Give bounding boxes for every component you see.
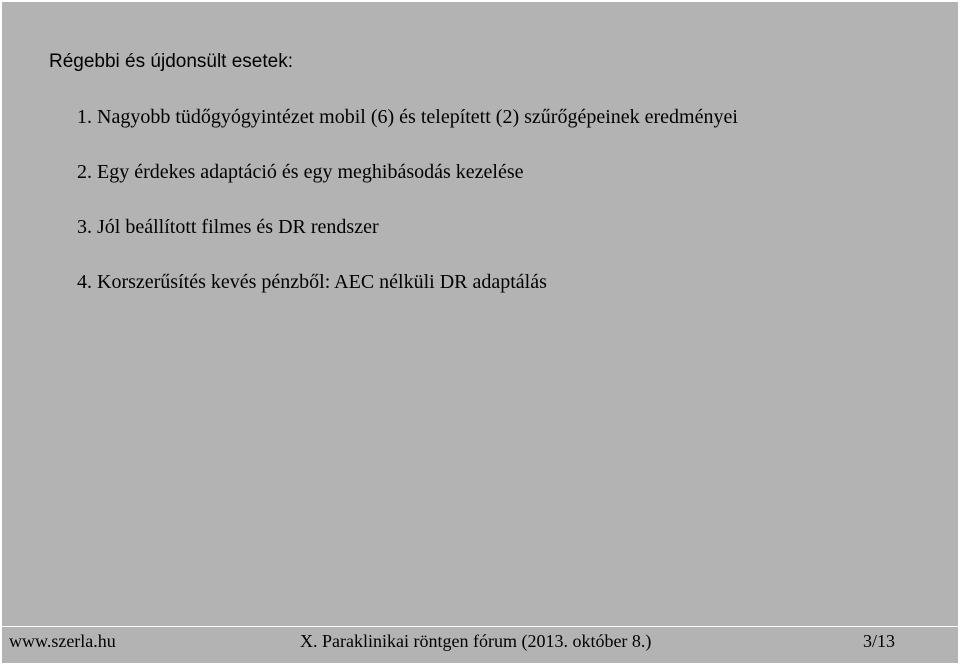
footer-event: X. Paraklinikai röntgen fórum (2013. október 8.) — [300, 631, 652, 651]
list-item-2: 2. Egy érdekes adaptáció és egy meghibásodás kezelése — [77, 161, 524, 183]
list-item-4: 4. Korszerűsítés kevés pénzből: AEC nélküli DR adaptálás — [77, 271, 547, 293]
footer-divider — [2, 626, 958, 627]
footer-page-number: 3/13 — [862, 631, 895, 651]
footer-website: www.szerla.hu — [9, 631, 116, 651]
slide-heading: Régebbi és újdonsült esetek: — [49, 51, 293, 72]
slide — [2, 2, 958, 663]
list-item-1: 1. Nagyobb tüdőgyógyintézet mobil (6) és telepített (2) szűrőgépeinek eredményei — [77, 106, 738, 128]
list-item-3: 3. Jól beállított filmes és DR rendszer — [77, 216, 379, 238]
